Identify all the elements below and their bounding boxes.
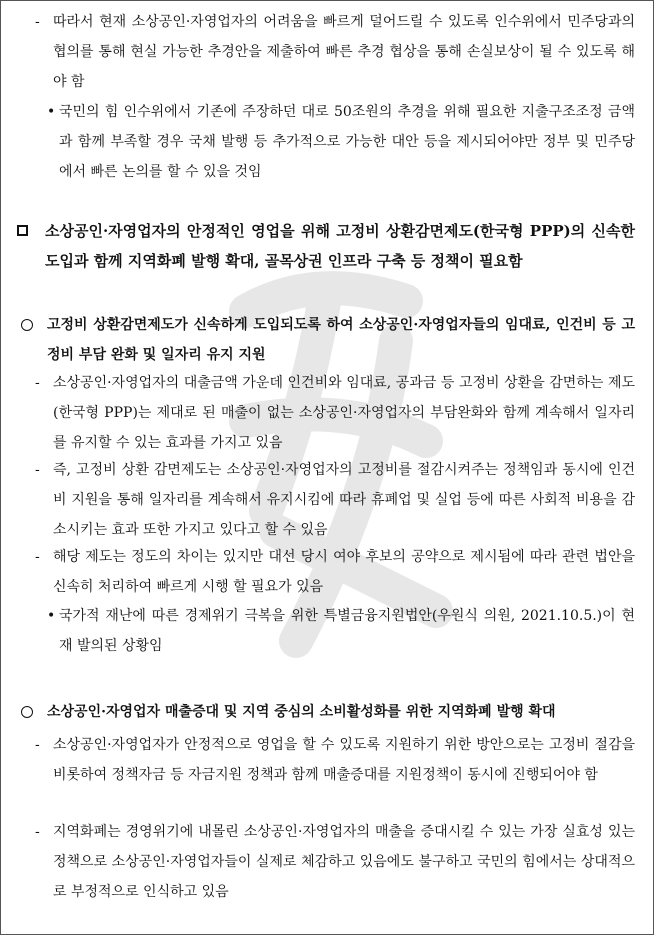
subsection-heading [21,697,635,727]
bullet-dash-item [35,542,635,602]
bullet-marker: - [35,462,40,478]
bullet-dot-item [47,601,635,661]
checkbox-square-icon [17,225,28,236]
bullet-dash-item [35,455,635,545]
subsection-heading-text: 고정비 상환감면제도가 신속하게 도입되도록 하여 소상공인·자영업자들의 임대료, 인건비 등 고정비 부담 완화 및 일자리 유지 지원 [47,317,635,363]
bullet-dash-item [35,817,635,907]
bullet-marker: - [35,737,40,753]
bullet-marker: - [35,549,40,565]
bullet-text: 즉, 고정비 상환 감면제도는 소상공인·자영업자의 고정비를 절감시켜주는 정책임과 동시에 인건비 지원을 통해 일자리를 계속해서 유지시킴에 따라 휴폐업 및 실업 등에 따른 사회적 비용을 감소시키는 효과 또한 가지고 있다고 할 수 있음 [53,462,635,538]
bullet-text: 국가적 재난에 따른 경제위기 극복을 위한 특별금융지원법안(우원식 의원, 2021.10.5.)이 현재 발의된 상황임 [59,608,635,654]
section-heading [17,216,635,276]
bullet-text: 국민의 힘 인수위에서 기존에 주장하던 대로 50조원의 추경을 위해 필요한 지출구조조정 금액과 함께 부족할 경우 국채 발행 등 추가적으로 가능한 대안 등을 제시되어야만 정부 및 민주당에서 빠른 논의를 할 수 있을 것임 [59,104,635,180]
bullet-marker: • [47,104,56,120]
bullet-text: 해당 제도는 정도의 차이는 있지만 대선 당시 여야 후보의 공약으로 제시됨에 따라 관련 법안을 신속히 처리하여 빠르게 시행 할 필요가 있음 [53,549,635,595]
bullet-dash-item [35,7,635,97]
bullet-marker: - [35,824,40,840]
bullet-marker: - [35,14,40,30]
bullet-text: 소상공인·자영업자가 안정적으로 영업을 할 수 있도록 지원하기 위한 방안으로는 고정비 절감을 비롯하여 정책자금 등 자금지원 정책과 함께 매출증대를 지원정책이 동시에 진행되어야 함 [53,737,635,783]
bullet-dash-item [35,730,635,790]
section-heading-text: 소상공인·자영업자의 안정적인 영업을 위해 고정비 상환감면제도(한국형 PPP)의 신속한 도입과 함께 지역화폐 발행 확대, 골목상권 인프라 구축 등 정책이 필요함 [45,222,635,270]
circle-bullet-icon [21,706,33,718]
bullet-marker: - [35,375,40,391]
subsection-heading [21,310,635,370]
subsection-heading-text: 소상공인·자영업자 매출증대 및 지역 중심의 소비활성화를 위한 지역화폐 발행 확대 [47,704,556,720]
bullet-dot-item [47,97,635,187]
bullet-text: 따라서 현재 소상공인·자영업자의 어려움을 빠르게 덜어드릴 수 있도록 인수위에서 민주당과의 협의를 통해 현실 가능한 추경안을 제출하여 빠른 추경 협상을 통해 손실보상이 될 수 있도록 해야 함 [53,14,635,90]
bullet-text: 소상공인·자영업자의 대출금액 가운데 인건비와 임대료, 공과금 등 고정비 상환을 감면하는 제도(한국형 PPP)는 제대로 된 매출이 없는 소상공인·자영업자의 부담완화와 함께 계속해서 일자리를 유지할 수 있는 효과를 가지고 있음 [53,375,635,451]
circle-bullet-icon [21,319,33,331]
bullet-dash-item [35,368,635,458]
bullet-text: 지역화폐는 경영위기에 내몰린 소상공인·자영업자의 매출을 증대시킬 수 있는 가장 실효성 있는 정책으로 소상공인·자영업자들이 실제로 체감하고 있음에도 불구하고 국민의 힘에서는 상대적으로 부정적으로 인식하고 있음 [53,824,635,900]
bullet-marker: • [47,608,56,624]
